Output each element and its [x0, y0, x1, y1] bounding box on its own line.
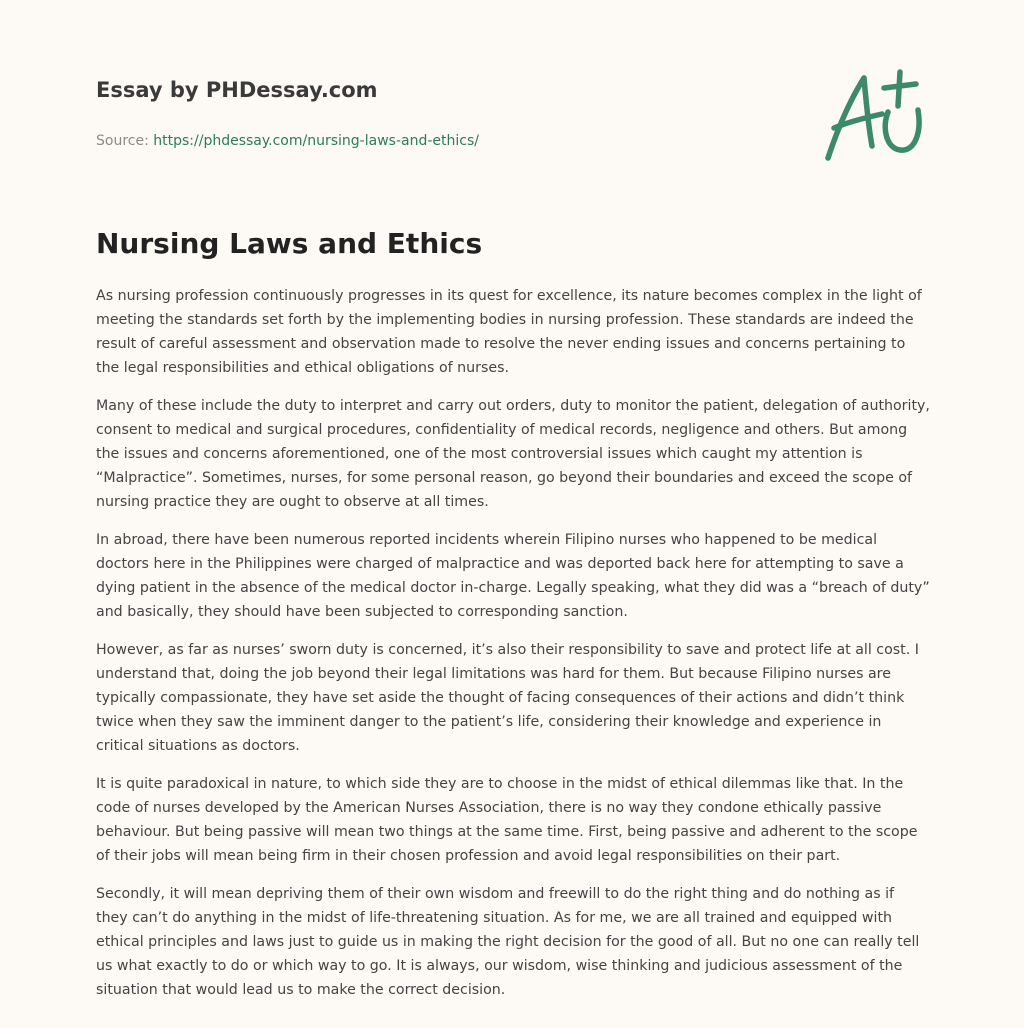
source-link[interactable]: https://phdessay.com/nursing-laws-and-ethics/ [153, 133, 479, 149]
essay-paragraph: In abroad, there have been numerous reported incidents wherein Filipino nurses who happened to be medical doctors here in the Philippines were charged of malpractice and was deported back here for attempting to save a dying patient in the absence of the medical doctor in-charge. Legally speaking, what they did was a “breach of duty” and basically, they should have been subjected to corresponding sanction. [96, 532, 930, 620]
source-line [96, 132, 796, 150]
essay-paragraph: Secondly, it will mean depriving them of their own wisdom and freewill to do the right thing and do nothing as if they can’t do anything in the midst of life-threatening situation. As for me, we are all trained and equipped with ethical principles and laws just to guide us in making the right decision for the good of all. But no one can really tell us what exactly to do or which way to go. It is always, our wisdom, wise thinking and judicious assessment of the situation that would lead us to make the correct decision. [96, 886, 920, 998]
essay-body [96, 226, 930, 1016]
essay-paragraph: Many of these include the duty to interpret and carry out orders, duty to monitor the patient, delegation of authority, consent to medical and surgical procedures, confidentiality of medical records, negligence and others. But among the issues and concerns aforementioned, one of the most controversial issues which caught my attention is “Malpractice”. Sometimes, nurses, for some personal reason, go beyond their boundaries and exceed the scope of nursing practice they are ought to observe at all times. [96, 398, 930, 510]
essay-paragraph: However, as far as nurses’ sworn duty is concerned, it’s also their responsibility to save and protect life at all cost. I understand that, doing the job beyond their legal limitations was hard for them. But because Filipino nurses are typically compassionate, they have set aside the thought of facing consequences of their actions and didn’t think twice when they saw the imminent danger to the patient’s life, considering their knowledge and experience in critical situations as doctors. [96, 642, 919, 754]
essay-paragraph: It is quite paradoxical in nature, to which side they are to choose in the midst of ethical dilemmas like that. In the code of nurses developed by the American Nurses Association, there is no way they condone ethically passive behaviour. But being passive will mean two things at the same time. First, being passive and adherent to the scope of their jobs will mean being firm in their chosen profession and avoid legal responsibilities on their part. [96, 776, 918, 864]
page-header [96, 76, 796, 150]
essay-title: Nursing Laws and Ethics [96, 227, 483, 260]
essay-paragraph: As nursing profession continuously progresses in its quest for excellence, its nature becomes complex in the light of meeting the standards set forth by the implementing bodies in nursing profession. These standards are indeed the result of careful assessment and observation made to resolve the never ending issues and concerns pertaining to the legal responsibilities and ethical obligations of nurses. [96, 288, 922, 376]
source-label: Source: [96, 133, 149, 149]
a-plus-logo-icon [820, 66, 928, 166]
site-title: Essay by PHDessay.com [96, 78, 378, 102]
